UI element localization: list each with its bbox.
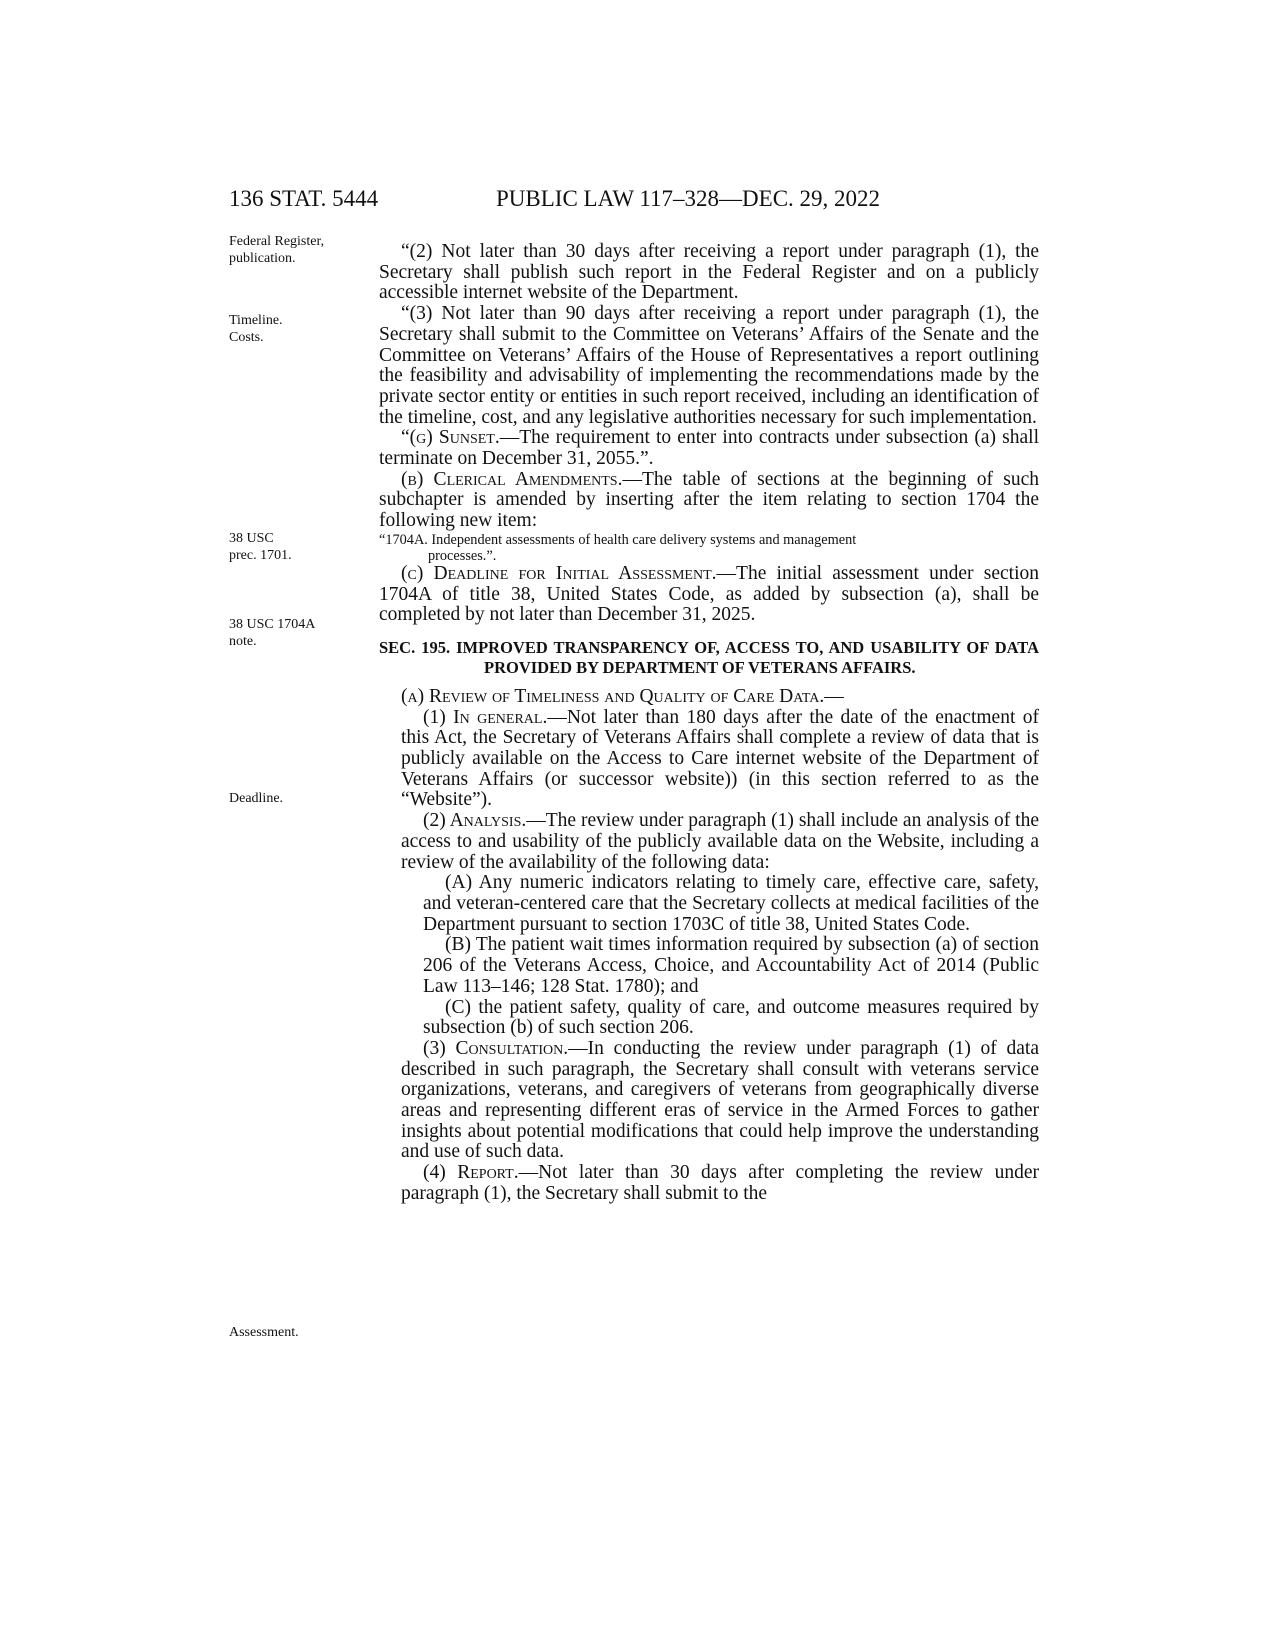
paragraph-a1-text: —Not later than 180 days after the date of the enactment of this Act, the Secretary of Veterans Affairs shall complete a review of data that is publicly available on the Access to Care internet website of the Department of Veterans Affairs (or successor website)) (in this section referred to as the “Website”). xyxy=(401,706,1040,811)
paragraph-a4-text: —Not later than 30 days after completing the review under paragraph (1), the Secretary shall submit to the xyxy=(401,1162,1039,1204)
paragraph-a2 xyxy=(379,811,1039,873)
public-law-title: PUBLIC LAW 117–328—DEC. 29, 2022 xyxy=(496,186,881,211)
subsection-b xyxy=(379,470,1039,532)
subparagraph-B: (B) The patient wait times information required by subsection (a) of section 206 of the Veterans Access, Choice, and Accountability Act of 2014 (Public Law 113–146; 128 Stat. 1780); and xyxy=(423,934,1039,997)
paragraph-a1-heading: (1) In general. xyxy=(423,706,548,728)
paragraph-a1 xyxy=(379,708,1039,812)
margin-note-federal-register: Federal Register, publication. xyxy=(229,234,325,266)
paragraph-a4-heading: (4) Report. xyxy=(423,1162,519,1184)
subsection-g-text: —The requirement to enter into contracts under subsection (a) shall terminate on December 31, 2055.”. xyxy=(379,427,1039,470)
margin-note-38usc-prec: 38 USC prec. 1701. xyxy=(229,531,292,563)
stat-citation: 136 STAT. 5444 xyxy=(229,186,379,211)
subsection-g xyxy=(379,428,1039,469)
table-of-sections-item: “1704A. Independent assessments of health care delivery systems and management processes.”. xyxy=(379,531,857,564)
paragraph-a3 xyxy=(379,1039,1039,1163)
margin-note-38usc-1704a: 38 USC 1704A note. xyxy=(229,617,316,649)
paragraph-a2-heading: (2) Analysis. xyxy=(423,810,527,832)
subsection-c-heading: (c) Deadline for Initial Assessment. xyxy=(401,562,717,584)
subsection-b-text: —The table of sections at the beginning of such subchapter is amended by inserting after the item relating to section 1704 the following new item: xyxy=(379,468,1039,532)
margin-note-deadline: Deadline. xyxy=(229,791,284,806)
paragraph-a3-text: —In conducting the review under paragraph (1) of data described in such paragraph, the Secretary shall consult with veterans service organizations, veterans, and caregivers of veterans from geographically diverse areas and representing different eras of service in the Armed Forces to gather insights about potential modifications that could help improve the understanding and use of such data. xyxy=(401,1037,1039,1163)
margin-note-assessment: Assessment. xyxy=(229,1325,299,1340)
subsection-c xyxy=(379,564,1039,626)
subsection-c-text: —The initial assessment under section 1704A of title 38, United States Code, as added by subsection (a), shall be completed by not later than December 31, 2025. xyxy=(379,562,1039,626)
subsection-a-heading: (a) Review of Timeliness and Quality of Care Data.— xyxy=(401,685,844,707)
paragraph-3: “(3) Not later than 90 days after receiving a report under paragraph (1), the Secretary shall submit to the Committee on Veterans’ Affairs of the Senate and the Committee on Veterans’ Affairs of the House of Representatives a report outlining the feasibility and advisability of implementing the recommendations made by the private sector entity or entities in such report received, including an identification of the timeline, cost, and any legislative authorities necessary for such implementation. xyxy=(379,303,1039,428)
paragraph-a4 xyxy=(379,1163,1039,1204)
subsection-g-heading: “(g) Sunset. xyxy=(401,427,500,449)
subparagraph-C: (C) the patient safety, quality of care, and outcome measures required by subsection (b) of such section 206. xyxy=(423,996,1039,1039)
page-header xyxy=(229,186,1049,220)
paragraph-a3-heading: (3) Consultation. xyxy=(423,1037,569,1059)
margin-note-timeline: Timeline. Costs. xyxy=(229,313,283,345)
subparagraph-A: (A) Any numeric indicators relating to timely care, effective care, safety, and veteran-centered care that the Secretary collects at medical facilities of the Department pursuant to section 1703C of title 38, United States Code. xyxy=(423,872,1039,935)
paragraph-2: “(2) Not later than 30 days after receiving a report under paragraph (1), the Secretary shall publish such report in the Federal Register and on a publicly accessible internet website of the Department. xyxy=(379,241,1039,304)
subsection-b-heading: (b) Clerical Amendments. xyxy=(401,468,623,490)
document-body xyxy=(379,242,1039,1205)
paragraph-a2-text: —The review under paragraph (1) shall include an analysis of the access to and usability of the publicly available data on the Website, including a review of the availability of the following data: xyxy=(401,810,1039,873)
section-195-heading: SEC. 195. IMPROVED TRANSPARENCY OF, ACCESS TO, AND USABILITY OF DATA PROVIDED BY DEPARTMENT OF VETERANS AFFAIRS. xyxy=(379,637,1039,677)
